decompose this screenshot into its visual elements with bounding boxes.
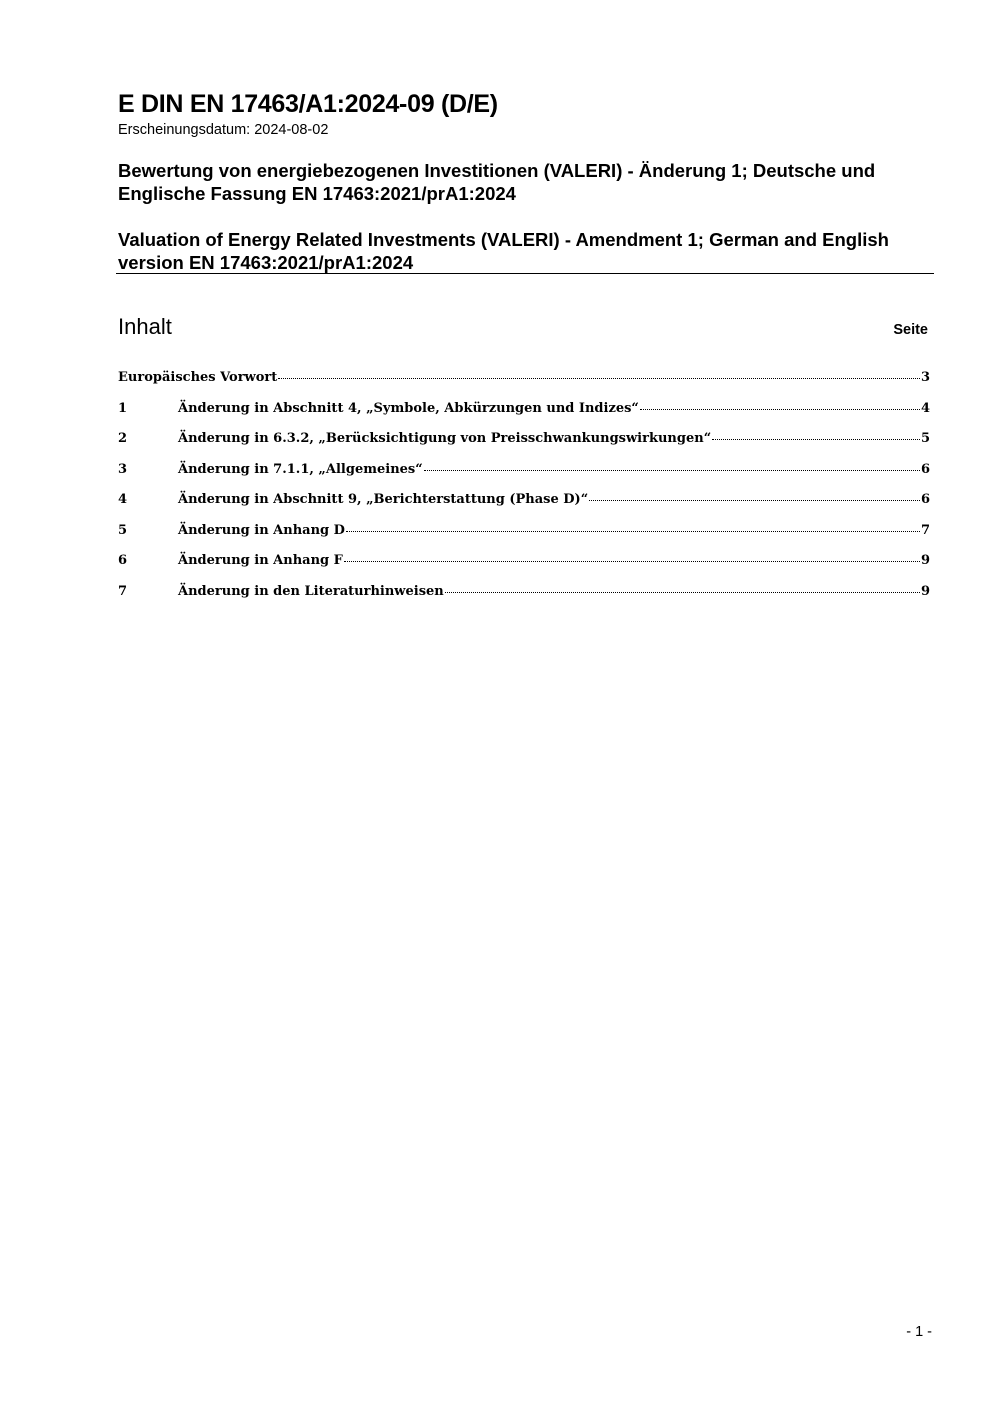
toc-entry-text: Änderung in 6.3.2, „Berücksichtigung von Preisschwankungswirkungen“ [178, 431, 712, 446]
toc-dot-leader [712, 439, 920, 440]
toc-entry-6[interactable] [118, 553, 930, 584]
toc-entry-page: 9 [920, 583, 930, 599]
toc-entry-page: 9 [920, 553, 930, 568]
toc-entry-number: 2 [118, 431, 128, 446]
toc-entry-text: Änderung in Abschnitt 9, „Berichterstattung (Phase D)“ [178, 492, 589, 507]
toc-entry-4[interactable] [118, 492, 930, 523]
toc-entry-3[interactable] [118, 462, 930, 493]
toc-page-label: Seite [893, 322, 928, 338]
toc-entry-number: 6 [118, 553, 128, 568]
toc-entry-page: 6 [920, 461, 930, 477]
toc-entry-page: 7 [920, 522, 930, 538]
toc-entry-foreword[interactable] [118, 370, 930, 401]
toc-entry-page: 4 [920, 400, 930, 416]
table-of-contents [118, 370, 930, 614]
toc-entry-text: Änderung in Abschnitt 4, „Symbole, Abkürzungen und Indizes“ [178, 400, 639, 416]
toc-dot-leader [424, 470, 920, 471]
toc-entry-number: 5 [118, 522, 128, 538]
toc-entry-number: 7 [118, 583, 128, 599]
toc-entry-text: Änderung in 7.1.1, „Allgemeines“ [178, 461, 423, 477]
toc-entry-page: 5 [920, 431, 930, 446]
toc-entry-5[interactable] [118, 523, 930, 554]
toc-entry-page: 6 [920, 492, 930, 507]
publication-date: Erscheinungsdatum: 2024-08-02 [118, 122, 329, 138]
toc-entry-1[interactable] [118, 401, 930, 432]
toc-entry-text: Änderung in Anhang F [178, 553, 343, 568]
toc-header [118, 314, 928, 340]
toc-entry-7[interactable] [118, 584, 930, 615]
toc-entry-2[interactable] [118, 431, 930, 462]
toc-dot-leader [344, 561, 920, 562]
toc-dot-leader [346, 531, 920, 532]
toc-dot-leader [445, 592, 920, 593]
toc-dot-leader [589, 500, 920, 501]
page-number: - 1 - [906, 1324, 932, 1340]
toc-entry-page: 3 [920, 370, 930, 385]
toc-title: Inhalt [118, 314, 172, 339]
toc-entry-text: Europäisches Vorwort [118, 370, 278, 385]
title-english: Valuation of Energy Related Investments (VALERI) - Amendment 1; German and English version EN 17463:2021/prA1:2024 [118, 229, 889, 273]
toc-entry-number: 3 [118, 461, 128, 477]
toc-entry-text: Änderung in Anhang D [178, 522, 345, 538]
title-divider [116, 273, 934, 274]
document-id: E DIN EN 17463/A1:2024-09 (D/E) [118, 90, 498, 118]
title-german: Bewertung von energiebezogenen Investitionen (VALERI) - Änderung 1; Deutsche und Englische Fassung EN 17463:2021/prA1:2024 [118, 160, 876, 204]
toc-entry-number: 1 [118, 400, 128, 416]
toc-dot-leader [278, 378, 920, 379]
toc-entry-text: Änderung in den Literaturhinweisen [178, 583, 444, 599]
toc-dot-leader [640, 409, 920, 410]
toc-entry-number: 4 [118, 492, 128, 507]
